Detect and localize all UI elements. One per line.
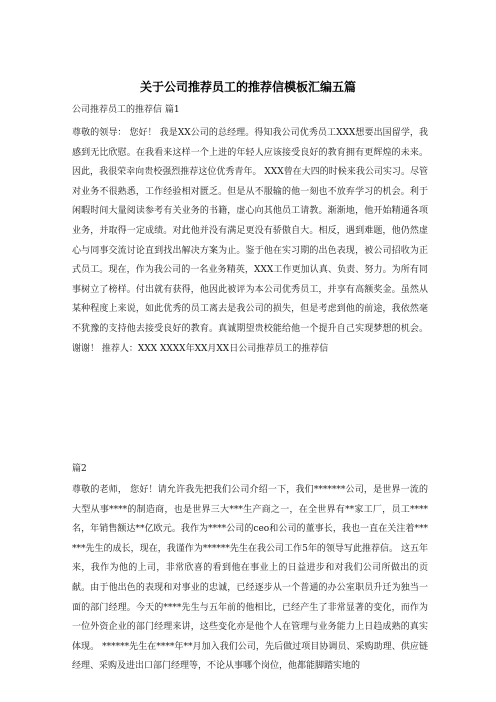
section-heading-2: 篇2	[72, 464, 87, 474]
letter-paragraph-1: 尊敬的领导： 您好！ 我是XX公司的总经理。得知我公司优秀员工XXX想要出国留学，我感到无比欣慰。在我看来这样一个上进的年轻人应该接受良好的教育拥有更辉煌的未来。因此，我很荣幸向贵校强烈推荐这位优秀青年。 XXX曾在大四的时候来我公司实习。尽管对业务不很熟悉，工作经验相对匮乏。但是从不服输的他一刻也不放弃学习的机会。利于闲暇时间大量阅读参考有关业务的书籍，虚心向其他员工请教。渐渐地，他开始精通各项业务，并取得一定成绩。对此他并没有满足更没有骄傲自大。相反，遇到难题，他仍然虚心与同事交流讨论直到找出解决方案为止。鉴于他在实习期的出色表现，被公司招收为正式员工。现在，作为我公司的一名业务精英，XXX工作更加认真、负责、努力。为所有同事树立了榜样。付出就有获得，他因此被评为本公司优秀员工，并享有高额奖金。虽然从某种程度上来说，如此优秀的员工离去是我公司的损失，但是考虑到他的前途，我依然毫不犹豫的支持他去接受良好的教育。真诚期望贵校能给他一个提升自己实现梦想的机会。谢谢！ 推荐人：XXX XXXX年XX月XX日公司推荐员工的推荐信	[72, 128, 428, 354]
letter-paragraph-2: 尊敬的老师， 您好！请允许我先把我们公司介绍一下，我们*******公司，是世界一流的大型从事****的制造商，也是世界三大***生产商之一，在全世界有**家工厂，员工****名，年销售额达**亿欧元。我作为****公司的ceo和公司的董事长，我也一直在关注着******先生的成长，现在，我谨作为******先生在我公司工作5年的领导写此推荐信。 这五年来，我作为他的上司，非常欣喜的看到他在事业上的日益进步和对我们公司所做出的贡献。由于他出色的表现和对事业的忠诚，已经逐步从一个普通的办公室职员升迁为独当一面的部门经理。今天的****先生与五年前的他相比，已经产生了非常显著的变化，而作为一位外资企业的部门经理来讲，这些变化亦是他个人在管理与业务能力上日趋成熟的真实体现。 ******先生在****年**月加入我们公司，先后做过项目协调员、采购助理、供应链经理、采购及进出口部门经理等，不论从事哪个岗位，他都能脚踏实地的	[72, 485, 428, 672]
document-title: 关于公司推荐员工的推荐信模板汇编五篇	[139, 80, 356, 94]
section-heading-1: 公司推荐员工的推荐信 篇1	[72, 105, 180, 115]
